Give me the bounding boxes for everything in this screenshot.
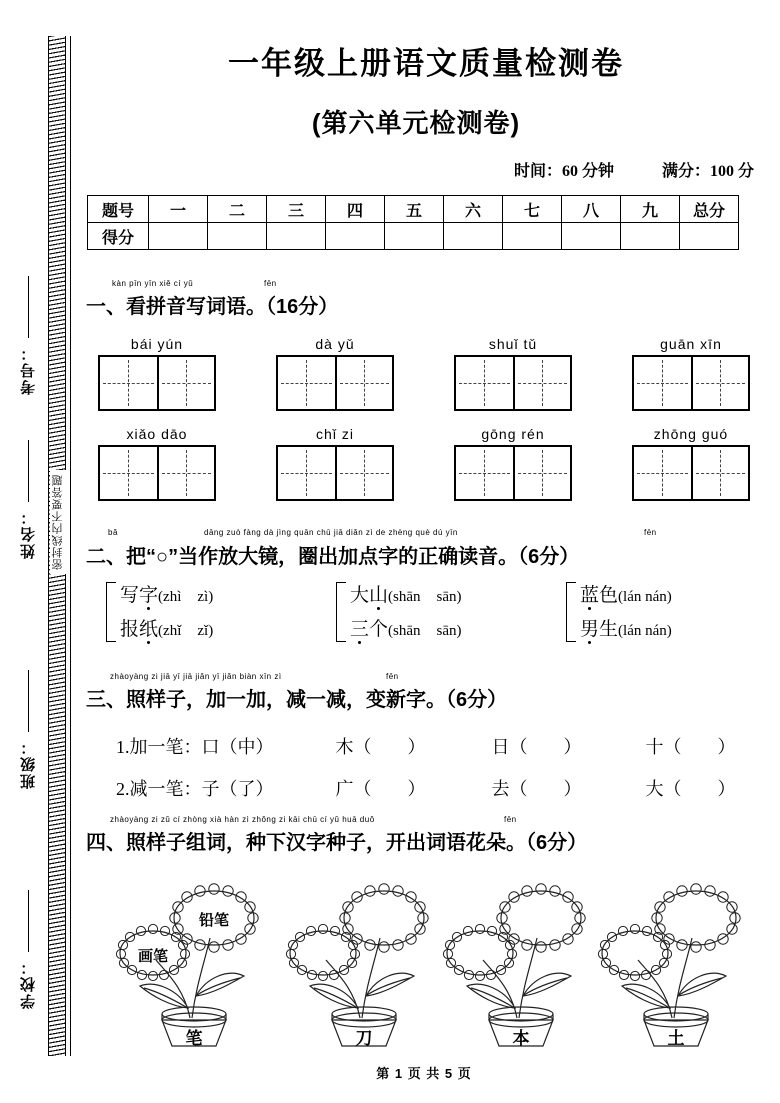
- tianzige-boxes-5[interactable]: [98, 445, 216, 501]
- score-table-row-label-1: 题号: [88, 196, 149, 223]
- seal-vertical-rule: [70, 36, 71, 1056]
- score-col-total: 总分: [680, 196, 739, 223]
- choice-line[interactable]: 三个(shān sān): [350, 612, 462, 646]
- choice-option-b[interactable]: sān: [436, 623, 457, 639]
- blank-char: 广: [335, 779, 354, 799]
- tianzige-group-1: [98, 336, 216, 411]
- question-2: [86, 528, 776, 569]
- example-char: 口: [201, 737, 220, 757]
- question-4-text: 照样子组词，种下汉字种子，开出词语花朵。（6分）: [126, 832, 588, 854]
- choice-option-a[interactable]: shān: [393, 589, 421, 605]
- tianzige-cell[interactable]: [278, 357, 335, 409]
- bracket-1: [106, 578, 213, 646]
- question-1-heading: [86, 279, 776, 319]
- tianzige-cell[interactable]: [691, 357, 748, 409]
- question-2-pinyin-b: dāng zuò fàng dà jìng quān chū jiā diǎn zì de zhèng què dú yīn: [204, 528, 458, 537]
- tianzige-cell[interactable]: [513, 447, 570, 499]
- field-student-name-label: 姓名：: [20, 508, 37, 559]
- page-title: 一年级上册语文质量检测卷: [228, 46, 624, 81]
- flower-pot-label-1: 笔: [185, 1029, 203, 1048]
- item-label: 减一笔：: [129, 779, 202, 799]
- tianzige-boxes-6[interactable]: [276, 445, 394, 501]
- choice-line[interactable]: 蓝色(lán nán): [580, 578, 672, 612]
- question-4: [86, 815, 776, 855]
- score-value-2[interactable]: [208, 223, 267, 250]
- choice-word-dotted: 山: [369, 579, 388, 613]
- blank-answer[interactable]: （ ）: [509, 737, 582, 757]
- exam-content: [86, 0, 780, 1103]
- tianzige-cell[interactable]: [335, 357, 392, 409]
- blank-char: 日: [491, 737, 510, 757]
- question-2-pinyin-a: bǎ: [108, 528, 118, 537]
- choice-option-b[interactable]: nán: [645, 623, 667, 639]
- score-col-8: 八: [562, 196, 621, 223]
- field-class-label: 班级：: [20, 738, 37, 789]
- tianzige-pinyin-7: gōng rén: [481, 426, 545, 442]
- field-exam-number-line: [29, 276, 30, 338]
- tianzige-group-4: [632, 336, 750, 411]
- tianzige-cell[interactable]: [335, 447, 392, 499]
- question-4-index: 四、: [86, 832, 126, 854]
- choice-line[interactable]: 报纸(zhǐ zǐ): [120, 612, 213, 646]
- flower-illustration-icon: [274, 868, 454, 1048]
- score-table-row-label-2: 得分: [88, 223, 149, 250]
- page-subtitle: (第六单元检测卷): [311, 108, 521, 138]
- question-2-text: 把“○”当作放大镜，圈出加点字的正确读音。（6分）: [126, 546, 580, 568]
- choice-option-a[interactable]: lán: [623, 589, 642, 605]
- choice-word-pre: 写: [120, 585, 140, 606]
- choice-line[interactable]: 写字(zhì zì): [120, 578, 213, 612]
- score-value-9[interactable]: [621, 223, 680, 250]
- item-number: 2.: [116, 779, 130, 799]
- tianzige-cell[interactable]: [100, 357, 157, 409]
- tianzige-cell[interactable]: [278, 447, 335, 499]
- exam-total-score: 满分：100 分: [661, 163, 754, 180]
- tianzige-boxes-8[interactable]: [632, 445, 750, 501]
- exam-meta: [86, 158, 754, 181]
- tianzige-boxes-1[interactable]: [98, 355, 216, 411]
- field-exam-number-label: 考号：: [20, 344, 37, 395]
- flower-bloom-label-1-low[interactable]: 画笔: [137, 948, 168, 965]
- choice-word-dotted: 三: [350, 613, 369, 647]
- blank-char: 十: [645, 737, 664, 757]
- tianzige-pinyin-3: shuǐ tǔ: [488, 336, 538, 352]
- score-col-7: 七: [503, 196, 562, 223]
- tianzige-group-8: [632, 426, 750, 501]
- score-value-4[interactable]: [326, 223, 385, 250]
- flower-pot-label-4: 土: [667, 1029, 685, 1048]
- tianzige-pinyin-1: bái yún: [130, 336, 184, 352]
- bracket-3: [566, 578, 672, 646]
- tianzige-boxes-4[interactable]: [632, 355, 750, 411]
- tianzige-cell[interactable]: [456, 357, 513, 409]
- blank-answer[interactable]: （ ）: [509, 779, 582, 799]
- tianzige-cell[interactable]: [157, 357, 214, 409]
- page-footer: 第 1 页 共 5 页: [376, 1066, 472, 1081]
- question-1-pinyin: kàn pīn yīn xiě cí yǔ: [112, 279, 194, 288]
- blank-answer[interactable]: （ ）: [663, 779, 736, 799]
- field-class[interactable]: [18, 670, 44, 789]
- score-value-total[interactable]: [680, 223, 739, 250]
- choice-word-post: 色: [599, 585, 619, 606]
- left-margin-seal-area: [0, 0, 86, 1103]
- score-col-3: 三: [267, 196, 326, 223]
- example-char: 子: [201, 779, 220, 799]
- choice-word-post: 生: [599, 619, 619, 640]
- question-1-index: 一、: [86, 296, 126, 318]
- tianzige-pinyin-2: dà yǔ: [315, 336, 355, 352]
- tianzige-pinyin-5: xiǎo dāo: [126, 426, 188, 442]
- choice-option-b[interactable]: nán: [645, 589, 667, 605]
- flower-plant-3: [431, 868, 611, 1048]
- bracket-2: [336, 578, 462, 646]
- score-value-8[interactable]: [562, 223, 621, 250]
- field-student-name-line: [29, 440, 30, 502]
- score-col-4: 四: [326, 196, 385, 223]
- score-value-3[interactable]: [267, 223, 326, 250]
- tianzige-cell[interactable]: [634, 357, 691, 409]
- score-table: [87, 195, 739, 250]
- choice-word-dotted: 字: [139, 579, 158, 613]
- choice-word-pre: 大: [350, 585, 370, 606]
- field-school-line: [29, 890, 30, 952]
- choice-line[interactable]: 大山(shān sān): [350, 578, 462, 612]
- flower-plant-2: [274, 868, 454, 1048]
- choice-option-b[interactable]: zì: [197, 589, 209, 605]
- flower-illustration-icon: [586, 868, 766, 1048]
- flower-pot-label-3: 本: [512, 1029, 530, 1048]
- score-table-header-row: [88, 196, 739, 223]
- tianzige-cell[interactable]: [691, 447, 748, 499]
- question-2-group-1: [106, 578, 213, 646]
- tianzige-pinyin-4: guān xīn: [660, 336, 722, 352]
- question-3-pinyin-fen: fēn: [386, 672, 399, 681]
- choice-option-a[interactable]: zhǐ: [163, 623, 182, 639]
- question-3-item-1: [116, 733, 736, 759]
- tianzige-pinyin-8: zhōng guó: [653, 426, 729, 442]
- field-class-line: [29, 670, 30, 732]
- flower-bloom-label-1-high[interactable]: 铅笔: [198, 912, 229, 929]
- question-3-index: 三、: [86, 689, 126, 711]
- blank-answer[interactable]: （ ）: [353, 779, 426, 799]
- question-2-index: 二、: [86, 546, 126, 568]
- tianzige-group-7: [454, 426, 572, 501]
- blank-answer[interactable]: （ ）: [353, 737, 426, 757]
- tianzige-cell[interactable]: [100, 447, 157, 499]
- item-label: 加一笔：: [129, 737, 202, 757]
- question-1-pinyin-fen: fēn: [264, 279, 277, 288]
- blank-char: 去: [491, 779, 510, 799]
- choice-word-dotted: 纸: [139, 613, 158, 647]
- question-3-pinyin: zhàoyàng zi jiā yī jiā jiǎn yī jiǎn biàn xīn zì: [110, 672, 282, 681]
- score-col-2: 二: [208, 196, 267, 223]
- flower-pot-label-2: 刀: [355, 1029, 373, 1048]
- choice-option-b[interactable]: zǐ: [197, 623, 209, 639]
- tianzige-group-3: [454, 336, 572, 411]
- question-3-heading: [86, 672, 776, 712]
- tianzige-cell[interactable]: [157, 447, 214, 499]
- field-exam-number[interactable]: [18, 276, 44, 395]
- choice-word-post: 个: [369, 619, 389, 640]
- flower-illustration-icon: [431, 868, 611, 1048]
- question-3: [86, 672, 776, 712]
- exam-time: 时间：60 分钟: [513, 163, 614, 180]
- question-1: [86, 279, 776, 319]
- question-2-heading: [86, 528, 776, 569]
- score-value-7[interactable]: [503, 223, 562, 250]
- blank-char: 木: [335, 737, 354, 757]
- example-answer: （中）: [219, 737, 274, 757]
- choice-word-pre: 报: [120, 619, 140, 640]
- choice-option-b[interactable]: sān: [436, 589, 457, 605]
- choice-option-a[interactable]: lán: [623, 623, 642, 639]
- tianzige-group-2: [276, 336, 394, 411]
- tianzige-cell[interactable]: [513, 357, 570, 409]
- item-number: 1.: [116, 737, 130, 757]
- field-student-name[interactable]: [18, 440, 44, 559]
- question-4-flowers: [86, 868, 776, 1048]
- score-col-5: 五: [385, 196, 444, 223]
- tianzige-boxes-2[interactable]: [276, 355, 394, 411]
- question-1-text: 看拼音写词语。（16分）: [126, 296, 339, 318]
- score-value-5[interactable]: [385, 223, 444, 250]
- question-4-heading: [86, 815, 776, 855]
- tianzige-cell[interactable]: [456, 447, 513, 499]
- flower-plant-4: [586, 868, 766, 1048]
- field-school[interactable]: [18, 890, 44, 1009]
- field-school-label: 学校：: [20, 958, 37, 1009]
- question-3-text: 照样子，加一加，减一减，变新字。（6分）: [126, 689, 508, 711]
- blank-answer[interactable]: （ ）: [663, 737, 736, 757]
- tianzige-boxes-3[interactable]: [454, 355, 572, 411]
- choice-line[interactable]: 男生(lán nán): [580, 612, 672, 646]
- tianzige-boxes-7[interactable]: [454, 445, 572, 501]
- score-col-9: 九: [621, 196, 680, 223]
- tianzige-cell[interactable]: [634, 447, 691, 499]
- choice-option-a[interactable]: shān: [393, 623, 421, 639]
- score-value-1[interactable]: [149, 223, 208, 250]
- question-3-item-2: [116, 775, 736, 801]
- question-2-group-2: [336, 578, 462, 646]
- question-4-pinyin: zhàoyàng zi zǔ cí zhòng xià hàn zì zhǒng zi kāi chū cí yǔ huā duǒ: [110, 815, 375, 824]
- choice-word-dotted: 男: [580, 613, 599, 647]
- choice-word-dotted: 蓝: [580, 579, 599, 613]
- score-table-value-row: [88, 223, 739, 250]
- example-answer: （了）: [219, 779, 274, 799]
- blank-char: 大: [645, 779, 664, 799]
- flower-plant-1: [104, 868, 284, 1048]
- question-2-pinyin-fen: fēn: [644, 528, 657, 537]
- tianzige-group-5: [98, 426, 216, 501]
- score-col-6: 六: [444, 196, 503, 223]
- choice-option-a[interactable]: zhì: [163, 589, 182, 605]
- seal-warning-text: 密封线内不要答题: [50, 470, 66, 574]
- tianzige-group-6: [276, 426, 394, 501]
- question-4-pinyin-fen: fēn: [504, 815, 517, 824]
- question-2-group-3: [566, 578, 672, 646]
- score-value-6[interactable]: [444, 223, 503, 250]
- tianzige-pinyin-6: chǐ zi: [316, 426, 354, 442]
- score-col-1: 一: [149, 196, 208, 223]
